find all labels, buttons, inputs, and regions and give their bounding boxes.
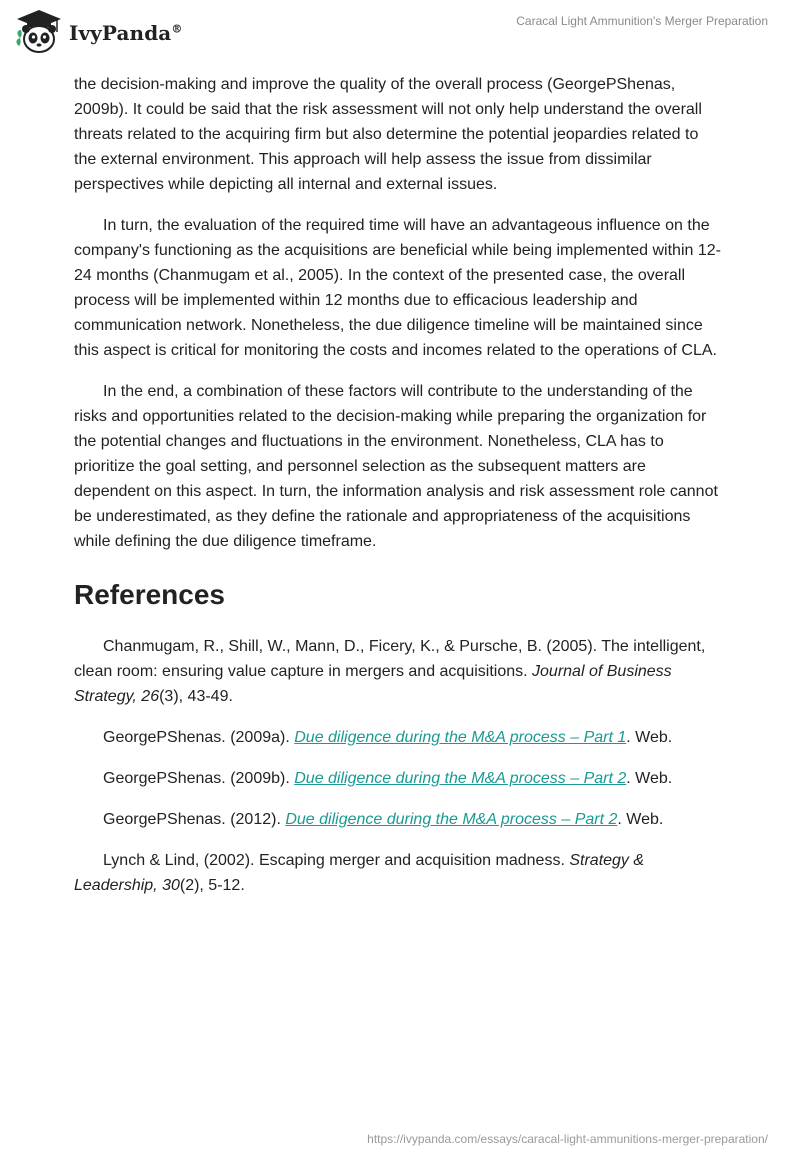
page-header: [0, 0, 800, 70]
page-url: https://ivypanda.com/essays/caracal-light-ammunitions-merger-preparation/: [367, 1132, 768, 1146]
reference-item: Lynch & Lind, (2002). Escaping merger and acquisition madness. Strategy & Leadership, 30(2), 5-12.: [74, 852, 645, 894]
brand-name: IvyPanda®: [69, 21, 183, 45]
body-paragraph: In the end, a combination of these factors will contribute to the understanding of the risks and opportunities related to the decision-making while preparing the organization for the potential changes and fluctuations in the environment. Nonetheless, CLA has to prioritize the goal setting, and personnel selection as the subsequent matters are dependent on this aspect. In turn, the information analysis and risk assessment role cannot be underestimated, as they define the rationale and appropriateness of the acquisitions while defining the due diligence timeframe.: [74, 383, 718, 550]
reference-item: GeorgePShenas. (2009b). Due diligence during the M&A process – Part 2. Web.: [103, 770, 673, 787]
reference-item: Chanmugam, R., Shill, W., Mann, D., Ficery, K., & Pursche, B. (2005). The intelligent, clean room: ensuring value capture in mergers and acquisitions. Journal of Business Strategy, 26(3), 43-49.: [74, 638, 706, 705]
essay-content: [74, 72, 724, 914]
journal-title: Journal of Business Strategy, 26: [74, 663, 672, 705]
reference-link[interactable]: Due diligence during the M&A process – Part 2: [285, 811, 618, 828]
body-paragraph: In turn, the evaluation of the required time will have an advantageous influence on the company's functioning as the acquisitions are beneficial while being implemented within 12-24 months (Chanmugam et al., 2005). In the context of the presented case, the overall process will be implemented within 12 months due to efficacious leadership and communication network. Nonetheless, the due diligence timeline will be maintained since this aspect is critical for monitoring the costs and incomes related to the operations of CLA.: [74, 217, 721, 359]
reference-link[interactable]: Due diligence during the M&A process – Part 2: [294, 770, 627, 787]
panda-graduate-icon: [14, 8, 64, 54]
ivypanda-logo[interactable]: [14, 8, 182, 54]
reference-item: GeorgePShenas. (2009a). Due diligence during the M&A process – Part 1. Web.: [103, 729, 673, 746]
reference-item: GeorgePShenas. (2012). Due diligence during the M&A process – Part 2. Web.: [103, 811, 664, 828]
reference-link[interactable]: Due diligence during the M&A process – Part 1: [294, 729, 627, 746]
body-paragraph: the decision-making and improve the quality of the overall process (GeorgePShenas, 2009b). It could be said that the risk assessment will not only help understand the overall threats related to the acquiring firm but also determine the potential jeopardies related to the external environment. This approach will help assess the issue from dissimilar perspectives while depicting all internal and external issues.: [74, 76, 702, 193]
references-heading: References: [74, 579, 225, 610]
journal-title: Strategy & Leadership, 30: [74, 852, 645, 894]
document-title: Caracal Light Ammunition's Merger Preparation: [516, 14, 768, 28]
